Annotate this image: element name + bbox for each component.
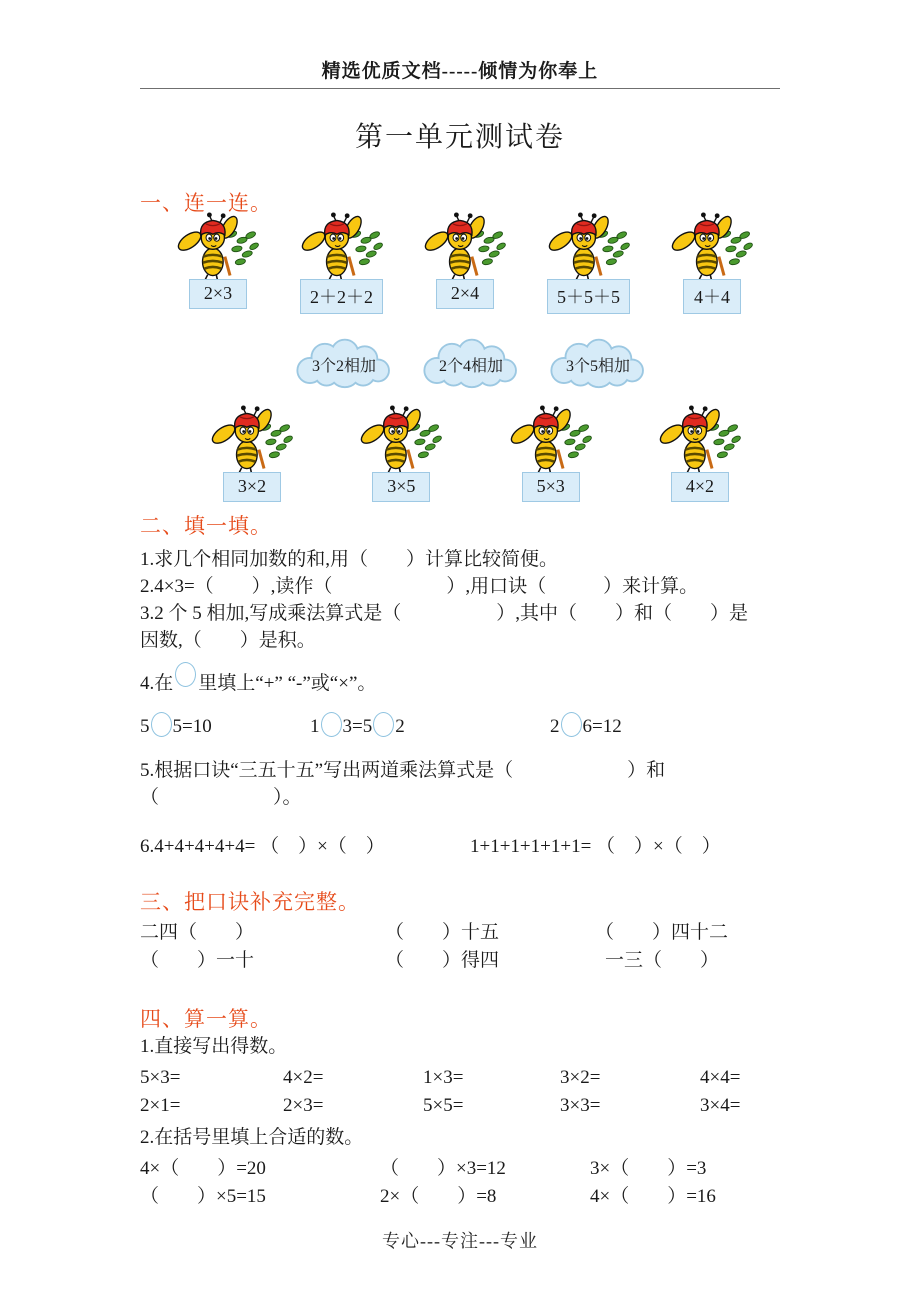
question-5-line1: 5.根据口诀“三五十五”写出两道乘法算式是（ ）和 bbox=[140, 760, 666, 781]
q4-item bbox=[310, 711, 550, 743]
rhyme-blank: 一三（ ） bbox=[605, 950, 720, 971]
question-5-line2: （ ）。 bbox=[140, 787, 302, 808]
question-3-line2: 因数,（ ）是积。 bbox=[140, 630, 316, 651]
q4-item bbox=[140, 711, 310, 743]
match-item bbox=[294, 211, 390, 314]
doc-header-text: 精选优质文档-----倾情为你奉上 bbox=[321, 61, 599, 82]
bee-icon bbox=[299, 211, 385, 285]
match-cloud-row bbox=[290, 336, 652, 390]
fillcalc-item: 3×（ ）=3 bbox=[590, 1158, 707, 1179]
cloud-label[interactable] bbox=[417, 336, 525, 390]
blank-circle[interactable] bbox=[561, 712, 582, 737]
calc-item: 4×2= bbox=[283, 1067, 324, 1088]
calc-item: 3×4= bbox=[700, 1095, 741, 1116]
expression-tag[interactable]: 4＋4 bbox=[683, 279, 741, 314]
fillcalc-item: （ ）×5=15 bbox=[140, 1186, 266, 1207]
bee-icon bbox=[508, 404, 594, 478]
expression-tag[interactable]: 2＋2＋2 bbox=[300, 279, 383, 314]
q4-prefix: 4.在 bbox=[140, 673, 174, 694]
bee-icon bbox=[175, 211, 261, 285]
q4-term: 6=12 bbox=[582, 716, 622, 737]
calc-item: 1×3= bbox=[423, 1067, 464, 1088]
expression-tag[interactable]: 5＋5＋5 bbox=[547, 279, 630, 314]
bee-icon bbox=[422, 211, 508, 285]
rhyme-blank: （ ）十五 bbox=[385, 922, 500, 943]
q4-term: 2 bbox=[395, 716, 405, 737]
page-title: 第一单元测试卷 bbox=[354, 122, 565, 153]
calc-item: 5×5= bbox=[423, 1095, 464, 1116]
cloud-label[interactable] bbox=[290, 336, 398, 390]
footer-text: 专心---专注---专业 bbox=[382, 1231, 538, 1251]
question-1: 1.求几个相同加数的和,用（ ）计算比较简便。 bbox=[140, 549, 559, 570]
question-6 bbox=[140, 833, 780, 860]
q4-term: 1 bbox=[310, 716, 320, 737]
calc-grid bbox=[140, 1064, 780, 1120]
blank-circle[interactable] bbox=[175, 662, 196, 687]
rhyme-blank: （ ）一十 bbox=[140, 950, 255, 971]
q4-item bbox=[550, 711, 780, 743]
q4-term: 5=10 bbox=[172, 716, 212, 737]
rhyme-blank: 二四（ ） bbox=[140, 922, 255, 943]
cloud-text: 3个2相加 bbox=[311, 357, 376, 375]
match-item bbox=[503, 404, 599, 502]
rhyme-grid bbox=[140, 919, 780, 975]
match-item bbox=[417, 211, 513, 314]
question-2: 2.4×3=（ ）,读作（ ）,用口诀（ ）来计算。 bbox=[140, 576, 699, 597]
bee-icon bbox=[358, 404, 444, 478]
section-match-heading: 一、连一连。 bbox=[140, 191, 272, 215]
cloud-text: 2个4相加 bbox=[438, 357, 503, 375]
match-item bbox=[170, 211, 266, 314]
calc-sub1: 1.直接写出得数。 bbox=[140, 1036, 288, 1057]
rhyme-blank: （ ）得四 bbox=[385, 950, 500, 971]
match-item bbox=[204, 404, 300, 502]
rhyme-blank: （ ）四十二 bbox=[595, 922, 729, 943]
section-rhyme-heading: 三、把口诀补充完整。 bbox=[140, 890, 360, 914]
q4-term: 5 bbox=[140, 716, 150, 737]
bee-icon bbox=[209, 404, 295, 478]
q6-right: 1+1+1+1+1+1= （ ）×（ ） bbox=[470, 836, 721, 857]
q4-term: 2 bbox=[550, 716, 560, 737]
blank-circle[interactable] bbox=[321, 712, 342, 737]
expression-tag[interactable]: 2×4 bbox=[436, 279, 494, 309]
calc-item: 2×1= bbox=[140, 1095, 181, 1116]
bee-icon bbox=[657, 404, 743, 478]
match-item bbox=[652, 404, 748, 502]
match-item bbox=[353, 404, 449, 502]
question-4-items bbox=[140, 711, 780, 743]
header-divider bbox=[140, 88, 780, 89]
question-3-line1: 3.2 个 5 相加,写成乘法算式是（ ）,其中（ ）和（ ）是 bbox=[140, 603, 749, 624]
fillcalc-item: 4×（ ）=20 bbox=[140, 1158, 266, 1179]
section-calc-heading: 四、算一算。 bbox=[140, 1007, 272, 1031]
question-4-intro bbox=[140, 662, 780, 697]
expression-tag[interactable]: 3×5 bbox=[372, 472, 430, 502]
match-item bbox=[541, 211, 637, 314]
q4-term: 3=5 bbox=[342, 716, 373, 737]
bee-icon bbox=[546, 211, 632, 285]
q4-suffix: 里填上“+” “-”或“×”。 bbox=[198, 673, 377, 694]
fillcalc-grid bbox=[140, 1155, 780, 1211]
expression-tag[interactable]: 3×2 bbox=[223, 472, 281, 502]
calc-item: 4×4= bbox=[700, 1067, 741, 1088]
q6-left: 6.4+4+4+4+4= （ ）×（ ） bbox=[140, 836, 385, 857]
match-top-row bbox=[170, 211, 760, 314]
calc-item: 3×3= bbox=[560, 1095, 601, 1116]
blank-circle[interactable] bbox=[151, 712, 172, 737]
cloud-label[interactable] bbox=[544, 336, 652, 390]
cloud-text: 3个5相加 bbox=[565, 357, 630, 375]
bee-icon bbox=[669, 211, 755, 285]
section-fill-heading: 二、填一填。 bbox=[140, 514, 272, 538]
calc-item: 3×2= bbox=[560, 1067, 601, 1088]
fillcalc-item: 4×（ ）=16 bbox=[590, 1186, 716, 1207]
match-bottom-row bbox=[204, 404, 748, 502]
expression-tag[interactable]: 2×3 bbox=[189, 279, 247, 309]
fillcalc-item: 2×（ ）=8 bbox=[380, 1186, 497, 1207]
match-item bbox=[664, 211, 760, 314]
fillcalc-item: （ ）×3=12 bbox=[380, 1158, 506, 1179]
calc-item: 2×3= bbox=[283, 1095, 324, 1116]
blank-circle[interactable] bbox=[373, 712, 394, 737]
expression-tag[interactable]: 4×2 bbox=[671, 472, 729, 502]
expression-tag[interactable]: 5×3 bbox=[522, 472, 580, 502]
calc-item: 5×3= bbox=[140, 1067, 181, 1088]
calc-sub2: 2.在括号里填上合适的数。 bbox=[140, 1127, 364, 1148]
